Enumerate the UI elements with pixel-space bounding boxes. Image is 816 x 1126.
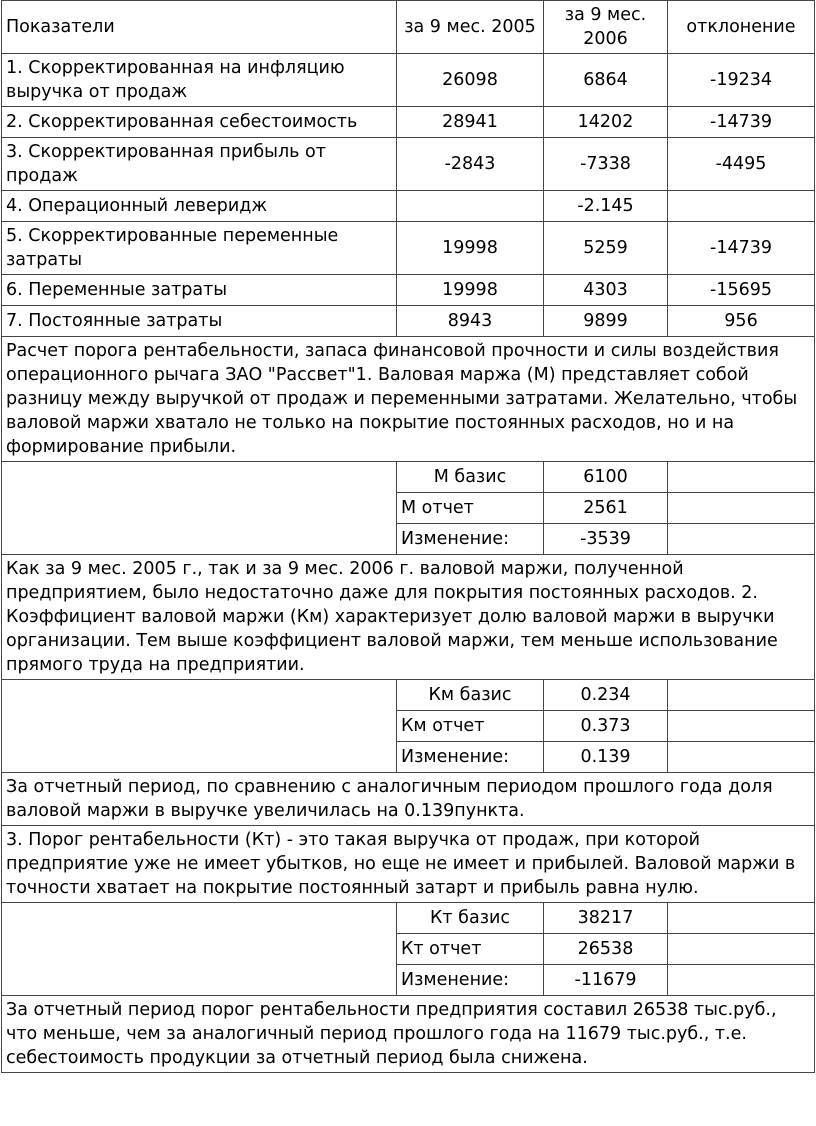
block-empty — [668, 524, 815, 555]
block-label: Изменение: — [397, 524, 544, 555]
block-label: Кт отчет — [397, 934, 544, 965]
row-label: 5. Скорректированные переменные затраты — [2, 222, 397, 275]
paragraph-row — [2, 337, 815, 462]
block-value: -3539 — [544, 524, 668, 555]
row-label: 6. Переменные затраты — [2, 275, 397, 306]
cell-2005: -2843 — [397, 138, 544, 191]
row-label: 1. Скорректированная на инфляцию выручка от продаж — [2, 54, 397, 107]
paragraph-row — [2, 996, 815, 1073]
block-empty — [668, 711, 815, 742]
block-label: Км базис — [397, 680, 544, 711]
paragraph-row — [2, 773, 815, 826]
row-label: 4. Операционный леверидж — [2, 191, 397, 222]
block-empty — [668, 493, 815, 524]
cell-deviation: -19234 — [668, 54, 815, 107]
cell-2006: -7338 — [544, 138, 668, 191]
block-label: Кт базис — [397, 903, 544, 934]
table-row — [2, 306, 815, 337]
cell-2005: 19998 — [397, 275, 544, 306]
row-label: 3. Скорректированная прибыль от продаж — [2, 138, 397, 191]
cell-deviation: -15695 — [668, 275, 815, 306]
block-value: 0.373 — [544, 711, 668, 742]
header-2005: за 9 мес. 2005 — [397, 1, 544, 54]
row-label: 2. Скорректированная себестоимость — [2, 107, 397, 138]
row-label: 7. Постоянные затраты — [2, 306, 397, 337]
table-row — [2, 107, 815, 138]
block-value: 26538 — [544, 934, 668, 965]
block-row — [2, 903, 815, 934]
cell-deviation: 956 — [668, 306, 815, 337]
blank-cell — [2, 903, 397, 996]
cell-2006: -2.145 — [544, 191, 668, 222]
cell-2005 — [397, 191, 544, 222]
block-row — [2, 462, 815, 493]
paragraph-row — [2, 555, 815, 680]
table-row — [2, 191, 815, 222]
block-label: Км отчет — [397, 711, 544, 742]
cell-2006: 14202 — [544, 107, 668, 138]
blank-cell — [2, 680, 397, 773]
paragraph-km-intro: Как за 9 мес. 2005 г., так и за 9 мес. 2006 г. валовой маржи, полученной предприятием, было недостаточно даже для покрытия постоянных расходов. 2. Коэффициент валовой маржи (Км) характеризует долю валовой маржи в выручки организации. Тем выше коэффициент валовой маржи, тем меньше использование прямого труда на предприятии. — [2, 555, 815, 680]
cell-deviation: -14739 — [668, 222, 815, 275]
cell-2005: 26098 — [397, 54, 544, 107]
block-empty — [668, 965, 815, 996]
block-empty — [668, 742, 815, 773]
paragraph-kt-intro: 3. Порог рентабельности (Кт) - это такая выручка от продаж, при которой предприятие уже не имеет убытков, но еще не имеет и прибылей. Валовой маржи в точности хватает на покрытие постоянный затарт и прибыль равна нулю. — [2, 826, 815, 903]
block-value: 0.234 — [544, 680, 668, 711]
cell-2006: 9899 — [544, 306, 668, 337]
cell-2005: 19998 — [397, 222, 544, 275]
block-row — [2, 680, 815, 711]
block-value: 2561 — [544, 493, 668, 524]
block-empty — [668, 903, 815, 934]
paragraph-kt-result: За отчетный период порог рентабельности предприятия составил 26538 тыс.руб., что меньше, чем за аналогичный период прошлого года на 11679 тыс.руб., т.е. себестоимость продукции за отчетный период была снижена. — [2, 996, 815, 1073]
block-value: 0.139 — [544, 742, 668, 773]
block-empty — [668, 680, 815, 711]
header-indicators: Показатели — [2, 1, 397, 54]
paragraph-km-result: За отчетный период, по сравнению с аналогичным периодом прошлого года доля валовой маржи в выручке увеличилась на 0.139пункта. — [2, 773, 815, 826]
block-label: Изменение: — [397, 965, 544, 996]
cell-2006: 4303 — [544, 275, 668, 306]
block-label: Изменение: — [397, 742, 544, 773]
block-label: М отчет — [397, 493, 544, 524]
block-label: М базис — [397, 462, 544, 493]
header-2006: за 9 мес. 2006 — [544, 1, 668, 54]
table-row — [2, 275, 815, 306]
indicators-table — [1, 0, 815, 1073]
block-value: -11679 — [544, 965, 668, 996]
header-deviation: отклонение — [668, 1, 815, 54]
cell-2005: 8943 — [397, 306, 544, 337]
cell-2006: 6864 — [544, 54, 668, 107]
cell-2006: 5259 — [544, 222, 668, 275]
table-row — [2, 54, 815, 107]
block-value: 6100 — [544, 462, 668, 493]
cell-2005: 28941 — [397, 107, 544, 138]
table-row — [2, 222, 815, 275]
paragraph-row — [2, 826, 815, 903]
block-empty — [668, 934, 815, 965]
cell-deviation: -4495 — [668, 138, 815, 191]
cell-deviation — [668, 191, 815, 222]
block-empty — [668, 462, 815, 493]
cell-deviation: -14739 — [668, 107, 815, 138]
block-value: 38217 — [544, 903, 668, 934]
blank-cell — [2, 462, 397, 555]
paragraph-margin-intro: Расчет порога рентабельности, запаса финансовой прочности и силы воздействия операционного рычага ЗАО "Рассвет"1. Валовая маржа (М) представляет собой разницу между выручкой от продаж и переменными затратами. Желательно, чтобы валовой маржи хватало не только на покрытие постоянных расходов, но и на формирование прибыли. — [2, 337, 815, 462]
table-row — [2, 138, 815, 191]
table-header-row — [2, 1, 815, 54]
